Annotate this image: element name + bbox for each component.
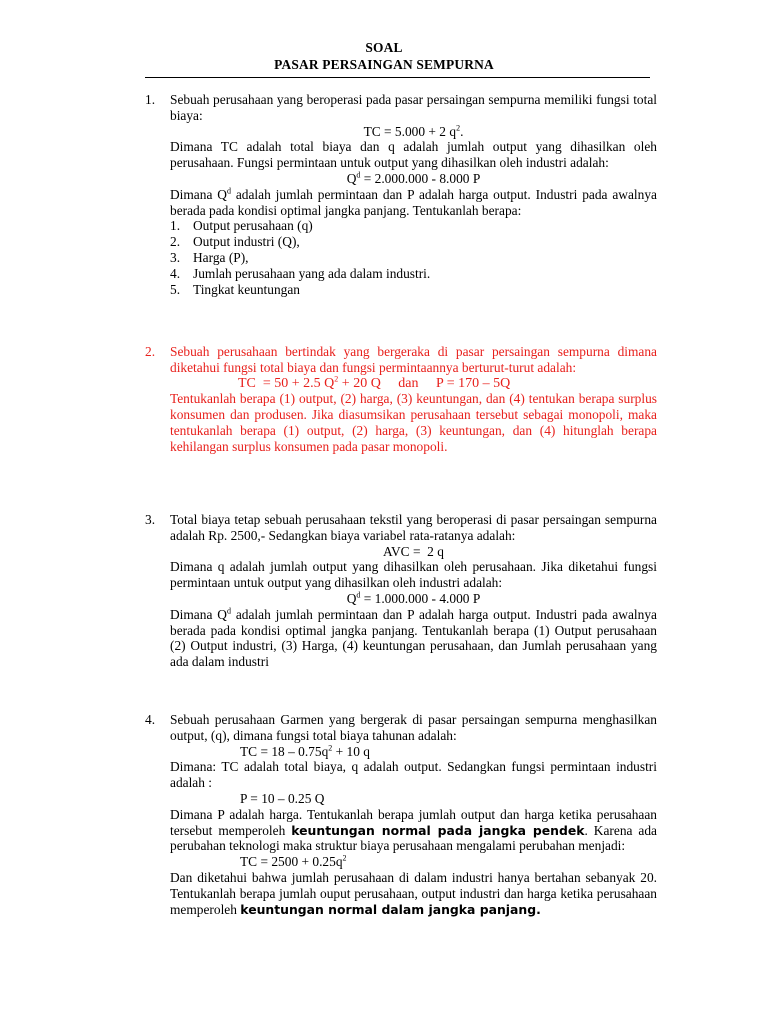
question-4 xyxy=(145,712,657,917)
q1-intro: Sebuah perusahaan yang beroperasi pada pasar persaingan sempurna memiliki fungsi total biaya: xyxy=(170,92,657,123)
q1-item: 2. Output industri (Q), xyxy=(170,234,300,250)
q2-intro: Sebuah perusahaan bertindak yang bergeraka di pasar persaingan sempurna dimana diketahui fungsi total biaya dan fungsi permintaannya berturut-turut adalah: xyxy=(170,344,657,375)
q3-text-2: Dimana $Q^d$ adalah jumlah permintaan dan P adalah harga output. Industri pada awalnya berada pada kondisi optimal jangka panjang. Tentukanlah berapa (1) Output perusahaan (2) Output industri, (3) Harga, (4) keuntungan perusahaan, dan Jumlah perusahaan yang ada dalam industri xyxy=(170,606,657,670)
q3-equation-demand: $Q^d = 1.000.000 - 4.000$ P xyxy=(346,590,481,606)
q1-item: 4. Jumlah perusahaan yang ada dalam industri. xyxy=(170,265,431,281)
doc-title: SOAL xyxy=(365,40,403,55)
q3-equation-avc: AVC = 2 q xyxy=(383,543,444,559)
question-1 xyxy=(145,92,657,297)
question-number: 4. xyxy=(145,712,156,727)
q1-equation-demand: $Q^d = 2.000.000 - 8.000$ P xyxy=(346,170,481,186)
q4-equation-demand: P = 10 – 0.25 Q xyxy=(240,790,325,806)
q1-item: 3. Harga (P), xyxy=(170,249,249,265)
q2-equations: TC = 50 + 2.5 $Q^2 + 20$ Q dan P = 170 – 5Q xyxy=(238,373,511,391)
question-3 xyxy=(145,512,657,670)
q4-text-1: Dimana: TC adalah total biaya, q adalah output. Sedangkan fungsi permintaan industri adalah : xyxy=(170,759,657,791)
q4-bold-long-run: keuntungan normal dalam jangka panjang. xyxy=(240,901,541,917)
q4-equation-tc-new: TC = $2500 + 0.25q^2$ xyxy=(240,853,347,870)
q3-intro: Total biaya tetap sebuah perusahaan tekstil yang beroperasi di pasar persaingan sempurna adalah Rp. 2500,- Sedangkan biaya variabel rata-ratanya adalah: xyxy=(170,512,657,543)
q4-equation-tc: TC = $18 - 0.75q^2 + 10$ q xyxy=(240,743,370,759)
q1-text-2: Dimana $Q^d$ adalah jumlah permintaan dan P adalah harga output. Industri pada awalnya berada pada kondisi optimal jangka panjang. Tentukanlah berapa: xyxy=(170,186,657,218)
q1-item: 1. Output perusahaan (q) xyxy=(170,218,313,234)
question-number: 1. xyxy=(145,92,156,107)
q1-equation-tc: TC = 5.000 + 2 $q^2$. xyxy=(363,123,464,139)
question-2 xyxy=(145,344,657,455)
q1-text-1: Dimana TC adalah total biaya dan q adalah jumlah output yang dihasilkan oleh perusahaan. Fungsi permintaan untuk output yang dihasilkan oleh industri adalah: xyxy=(170,139,657,171)
title-divider xyxy=(145,77,650,78)
q3-text-1: Dimana q adalah jumlah output yang dihasilkan oleh perusahaan. Jika diketahui fungsi permintaan untuk output yang dihasilkan oleh industri adalah: xyxy=(170,559,657,591)
doc-subtitle: PASAR PERSAINGAN SEMPURNA xyxy=(274,57,494,72)
q4-text-2: Dimana P adalah harga. Tentukanlah berapa jumlah output dan harga ketika perusahaan tersebut memperoleh keuntungan normal pada jangka pendek. Karena ada perubahan teknologi maka struktur biaya perusahaan mengalami perubahan menjadi: xyxy=(170,806,657,854)
q4-text-3: Dan diketahui bahwa jumlah perusahaan di dalam industri hanya bertahan sebanyak 20. Tentukanlah berapa jumlah ouput perusahaan, output industri dan harga ketika perusahaan memperoleh keuntungan normal dalam jangka panjang. xyxy=(170,869,657,917)
q4-bold-short-run: keuntungan normal pada jangka pendek xyxy=(291,822,585,838)
question-number: 3. xyxy=(145,512,156,527)
q1-item: 5. Tingkat keuntungan xyxy=(170,281,301,297)
question-number: 2. xyxy=(145,344,156,359)
q2-text: Tentukanlah berapa (1) output, (2) harga, (3) keuntungan, dan (4) tentukan berapa surplus konsumen dan produsen. Jika diasumsikan perusahaan tersebut sebagai monopoli, maka tentukanlah berapa (1) output, (2) harga, (3) keuntungan, dan (4) hitunglah berapa kehilangan surplus konsumen pada pasar monopoli. xyxy=(170,391,657,454)
q4-intro: Sebuah perusahaan Garmen yang bergerak di pasar persaingan sempurna menghasilkan output, (q), dimana fungsi total biaya tahunan adalah: xyxy=(170,712,657,743)
